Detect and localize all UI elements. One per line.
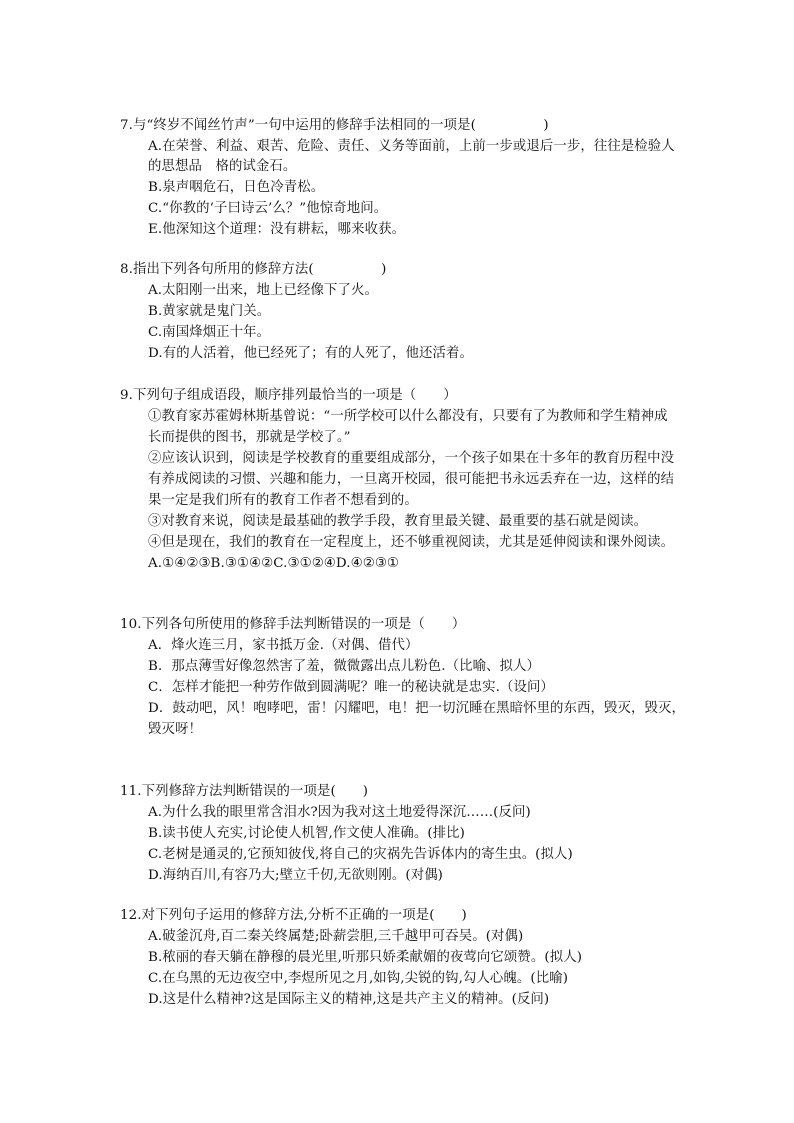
question-10-line: A．烽火连三月，家书抵万金.（对偶、借代） bbox=[148, 638, 419, 653]
question-12-line: A.破釜沉舟,百二秦关终属楚;卧薪尝胆,三千越甲可吞吴。(对偶) bbox=[148, 929, 524, 944]
question-7-line: E.他深知这个道理：没有耕耘，哪来收获。 bbox=[148, 222, 406, 237]
question-12-stem: 12.对下列句子运用的修辞方法,分析不正确的一项是( ) bbox=[120, 908, 467, 923]
question-9-line: 长而提供的图书，那就是学校了。” bbox=[148, 430, 351, 445]
question-10-line: B．那点薄雪好像忽然害了羞，微微露出点儿粉色.（比喻、拟人） bbox=[148, 659, 541, 674]
question-12-line: B.秾丽的春天躺在静穆的晨光里,听那只娇柔献媚的夜莺向它颂赞。(拟人) bbox=[148, 950, 583, 965]
question-9-line: A.①④②③B.③①④②C.③①②④D.④②③① bbox=[148, 556, 400, 571]
question-11-line: D.海纳百川,有容乃大;壁立千仞,无欲则刚。(对偶) bbox=[148, 868, 444, 883]
question-10-stem: 10.下列各句所使用的修辞手法判断错误的一项是（ ） bbox=[120, 617, 466, 632]
question-9-line: ①教育家苏霍姆林斯基曾说：“一所学校可以什么都没有，只要有了为教师和学生精神成 bbox=[148, 409, 668, 424]
question-11-line: C.老树是通灵的,它预知彼伐,将自己的灾祸先告诉体内的寄生虫。(拟人) bbox=[148, 847, 573, 862]
question-8-stem: 8.指出下列各句所用的修辞方法( ) bbox=[120, 262, 387, 277]
question-10-line: C．怎样才能把一种劳作做到圆满呢？唯一的秘诀就是忠实.（设问） bbox=[148, 680, 554, 695]
question-9-line: 果一定是我们所有的教育工作者不想看到的。 bbox=[148, 493, 418, 508]
question-9-line: ④但是现在，我们的教育在一定程度上，还不够重视阅读，尤其是延伸阅读和课外阅读。 bbox=[148, 535, 675, 550]
question-7-line: C.“你教的‘子曰诗云’么？”他惊奇地问。 bbox=[148, 201, 388, 216]
question-9-line: ③对教育来说，阅读是最基础的教学手段，教育里最关键、最重要的基石就是阅读。 bbox=[148, 514, 648, 529]
question-11-line: B.读书使人充实,讨论使人机智,作文使人准确。(排比) bbox=[148, 826, 465, 841]
question-12-line: D.这是什么精神?这是国际主义的精神,这是共产主义的精神。(反问) bbox=[148, 992, 550, 1007]
question-9-line: ②应该认识到，阅读是学校教育的重要组成部分，一个孩子如果在十多年的教育历程中没 bbox=[148, 451, 675, 466]
question-8-line: C.南国烽烟正十年。 bbox=[148, 325, 271, 340]
question-11-stem: 11.下列修辞方法判断错误的一项是( ) bbox=[120, 784, 369, 799]
question-8-line: D.有的人活着，他已经死了；有的人死了，他还活着。 bbox=[148, 346, 473, 361]
question-9-stem: 9.下列句子组成语段，顺序排列最恰当的一项是（ ） bbox=[120, 388, 457, 403]
question-7-line: 的思想品 格的试金石。 bbox=[148, 159, 297, 174]
question-11-line: A.为什么我的眼里常含泪水?因为我对这土地爱得深沉……(反问) bbox=[148, 805, 531, 820]
question-8-line: B.黄家就是鬼门关。 bbox=[148, 304, 271, 319]
question-7-line: A.在荣誉、利益、艰苦、危险、责任、义务等面前，上前一步或退后一步，往往是检验人 bbox=[148, 139, 675, 154]
question-7-stem: 7.与“终岁不闻丝竹声”一句中运用的修辞手法相同的一项是( ) bbox=[120, 118, 549, 133]
question-10-line: D．鼓动吧，风！咆哮吧，雷！闪耀吧，电！把一切沉睡在黑暗怀里的东西，毁灭，毁灭， bbox=[148, 701, 685, 716]
question-12-line: C.在乌黑的无边夜空中,李煜所见之月,如钩,尖锐的钩,勾人心魄。(比喻) bbox=[148, 971, 569, 986]
question-8-line: A.太阳刚一出来，地上已经像下了火。 bbox=[148, 283, 378, 298]
question-10-line: 毁灭呀！ bbox=[148, 722, 202, 737]
question-9-line: 有养成阅读的习惯、兴趣和能力，一旦离开校园，很可能把书永远丢弃在一边，这样的结 bbox=[148, 472, 675, 487]
question-7-line: B.泉声咽危石，日色冷青松。 bbox=[148, 180, 325, 195]
